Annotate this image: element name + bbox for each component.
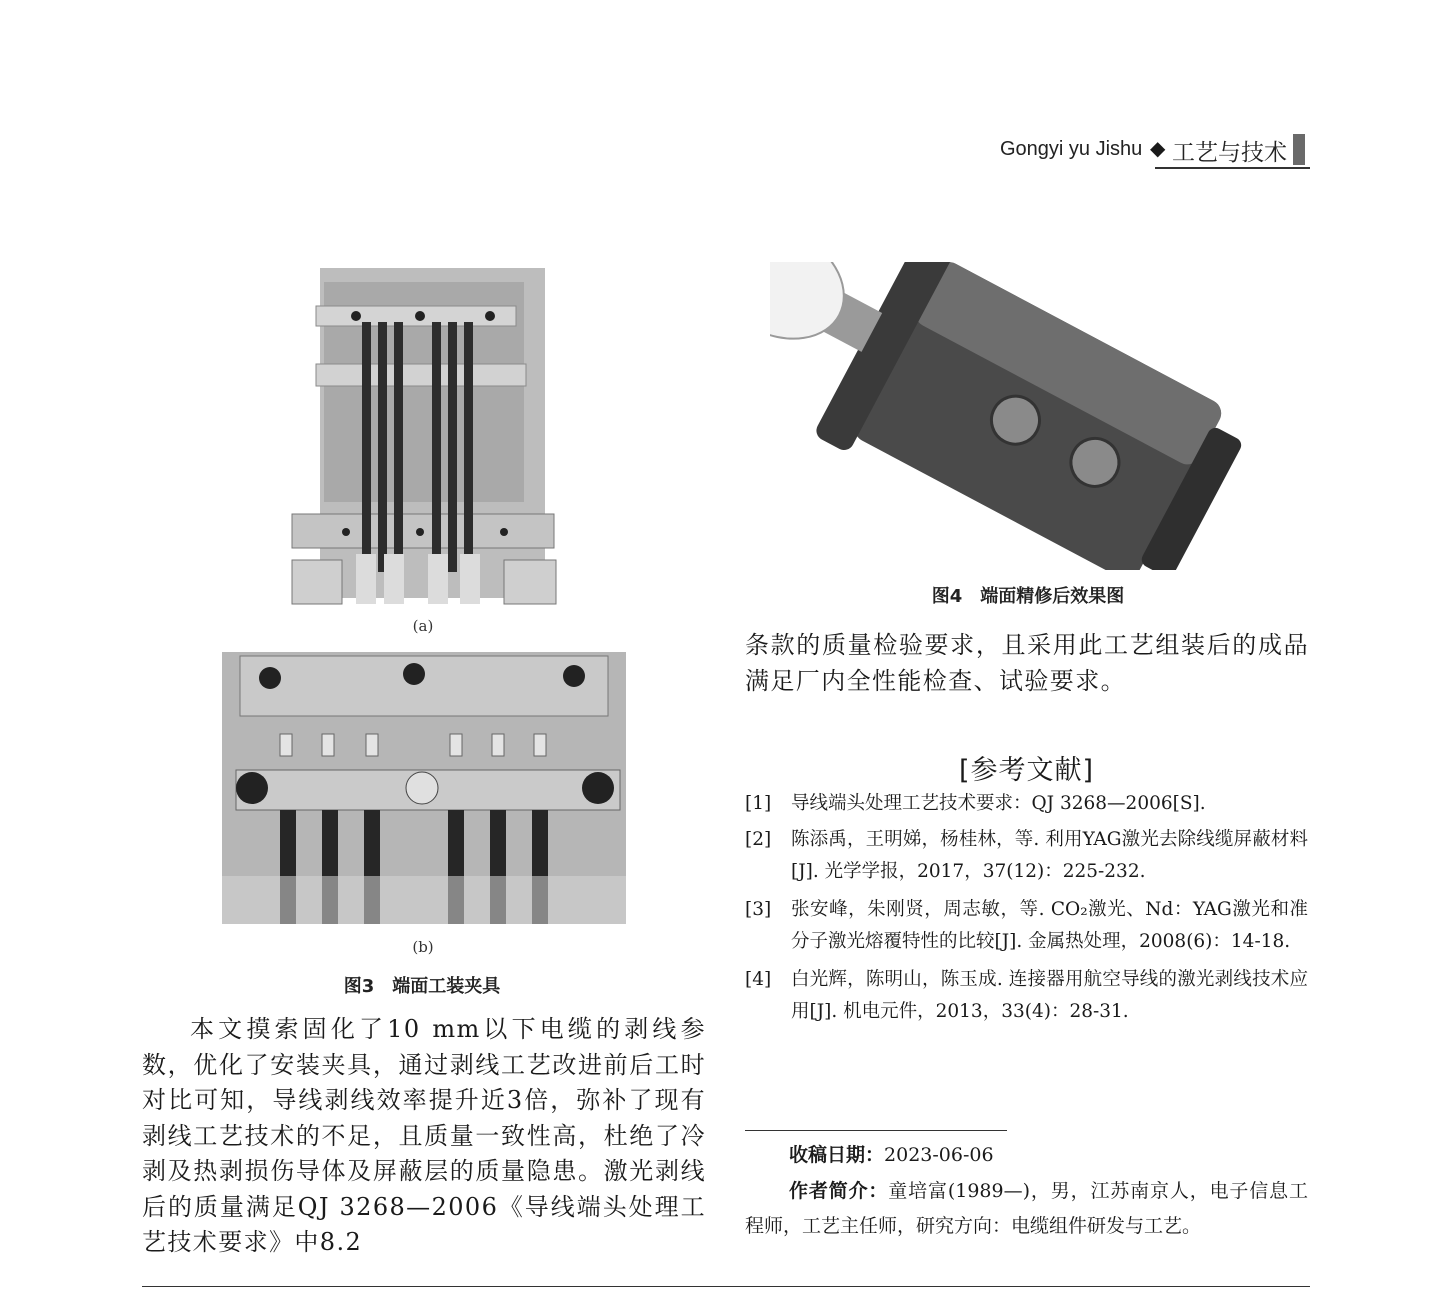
left-paragraph: 本文摸索固化了10 mm以下电缆的剥线参数，优化了安装夹具，通过剥线工艺改进前后工时对比可知，导线剥线效率提升近3倍，弥补了现有剥线工艺技术的不足，且质量一致性高，杜绝了冷剥及热剥损伤导体及屏蔽层的质量隐患。激光剥线后的质量满足QJ 3268—2006《导线端头处理工艺技术要求》中8.2	[142, 1015, 706, 1256]
fig3b-photo	[222, 652, 626, 924]
right-body-text	[745, 628, 1309, 699]
fig4-photo	[770, 262, 1288, 570]
fig4-caption: 图4 端面精修后效果图	[931, 586, 1125, 607]
journal-pinyin: Gongyi yu Jishu	[1000, 138, 1143, 160]
running-header	[1000, 134, 1310, 172]
reference-number: [1]	[745, 793, 772, 814]
author-label: 作者简介：	[789, 1180, 889, 1202]
footnote-rule	[745, 1130, 1007, 1131]
reference-item	[745, 894, 1308, 958]
header-bar	[1293, 134, 1305, 165]
reference-item	[745, 788, 1308, 820]
reference-number: [2]	[745, 829, 772, 850]
left-body-text	[142, 1012, 706, 1261]
received-date	[745, 1138, 1308, 1173]
fig3-caption: 图3 端面工装夹具	[343, 976, 501, 997]
diamond-icon: ◆	[1150, 136, 1166, 160]
received-label: 收稿日期：	[789, 1144, 885, 1166]
section-title: 工艺与技术	[1172, 140, 1287, 166]
references-title: [参考文献]	[958, 755, 1095, 786]
bottom-rule	[142, 1286, 1310, 1287]
author-bio	[745, 1174, 1308, 1244]
header-underline	[1155, 167, 1310, 169]
reference-item	[745, 964, 1308, 1028]
reference-number: [4]	[745, 969, 772, 990]
reference-number: [3]	[745, 899, 772, 920]
reference-text: 导线端头处理工艺技术要求：QJ 3268—2006[S].	[791, 793, 1206, 814]
reference-item	[745, 824, 1308, 888]
fig3b-label: (b)	[412, 938, 434, 956]
author-value: 童培富(1989—)，男，江苏南京人，电子信息工程师，工艺主任师，研究方向：电缆组件研发与工艺。	[745, 1180, 1308, 1237]
reference-text: 陈添禹，王明娣，杨桂林，等. 利用YAG激光去除线缆屏蔽材料[J]. 光学学报，2017，37(12)：225-232.	[791, 829, 1308, 882]
reference-text: 张安峰，朱刚贤，周志敏，等. CO₂激光、Nd：YAG激光和准分子激光熔覆特性的比较[J]. 金属热处理，2008(6)：14-18.	[791, 899, 1308, 952]
received-value: 2023-06-06	[884, 1144, 994, 1166]
reference-text: 白光辉，陈明山，陈玉成. 连接器用航空导线的激光剥线技术应用[J]. 机电元件，2013，33(4)：28-31.	[791, 969, 1308, 1022]
fig3a-label: (a)	[412, 617, 434, 635]
fig3a-photo	[284, 262, 560, 612]
right-paragraph: 条款的质量检验要求，且采用此工艺组装后的成品满足厂内全性能检查、试验要求。	[745, 631, 1309, 695]
